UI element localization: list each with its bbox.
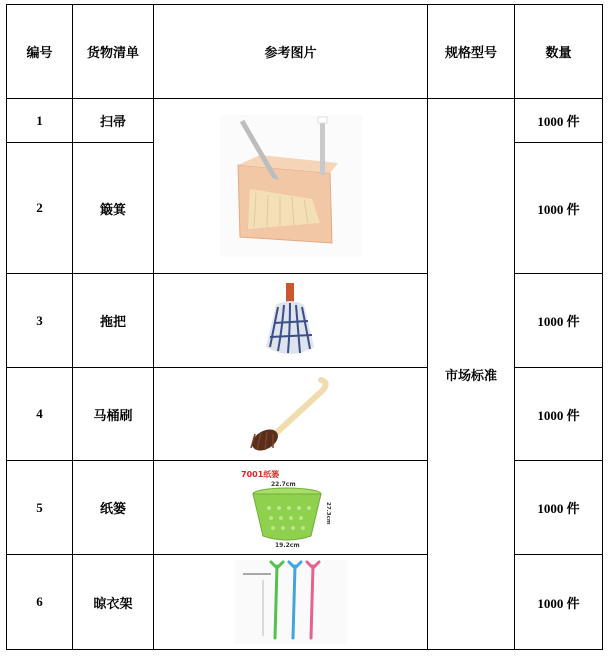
- row-qty: [515, 99, 603, 143]
- toilet-brush-image: [154, 368, 428, 461]
- row-number: 3: [7, 274, 73, 368]
- row-item: 马桶刷: [73, 368, 154, 461]
- basket-dim-side: 27.3cm: [324, 501, 331, 525]
- header-item: 货物清单: [73, 5, 154, 99]
- row-qty: [515, 368, 603, 461]
- table-header-row: [7, 5, 603, 99]
- row-number: 6: [7, 555, 73, 650]
- qty-value: 1000: [537, 314, 564, 329]
- qty-unit: 件: [566, 408, 580, 424]
- qty-value: 1000: [537, 595, 564, 611]
- row-number: 2: [7, 143, 73, 274]
- header-spec: 规格型号: [428, 5, 515, 99]
- row-item: 扫帚: [73, 99, 154, 143]
- header-image: 参考图片: [154, 5, 428, 99]
- goods-table: [6, 4, 603, 650]
- row-item: 晾衣架: [73, 555, 154, 650]
- row-number: 5: [7, 461, 73, 555]
- row-qty: [515, 555, 603, 650]
- basket-label: 7001纸篓: [240, 469, 279, 479]
- basket-dim-top: 22.7cm: [270, 480, 296, 488]
- spec-cell: 市场标准: [428, 99, 515, 650]
- clothes-hanger-image: [154, 555, 428, 650]
- row-qty: [515, 274, 603, 368]
- row-number: 4: [7, 368, 73, 461]
- header-no: 编号: [7, 5, 73, 99]
- qty-value: 1000: [537, 501, 564, 516]
- qty-value: 1000: [537, 201, 564, 217]
- qty-unit: 件: [566, 115, 580, 130]
- basket-dim-bottom: 19.2cm: [274, 541, 300, 548]
- table-row: [7, 99, 603, 143]
- qty-value: 1000: [537, 114, 564, 129]
- row-item: 纸篓: [73, 461, 154, 555]
- wastebasket-image: [154, 461, 428, 555]
- qty-value: 1000: [537, 407, 564, 423]
- row-item: 簸箕: [73, 143, 154, 274]
- qty-unit: 件: [566, 315, 580, 330]
- row-qty: [515, 143, 603, 274]
- mop-image: [154, 274, 428, 368]
- header-qty: 数量: [515, 5, 603, 99]
- row-item: 拖把: [73, 274, 154, 368]
- row-number: 1: [7, 99, 73, 143]
- qty-unit: 件: [566, 202, 580, 218]
- qty-unit: 件: [566, 502, 580, 517]
- row-qty: [515, 461, 603, 555]
- qty-unit: 件: [566, 596, 580, 612]
- broom-dustpan-image: [154, 99, 428, 274]
